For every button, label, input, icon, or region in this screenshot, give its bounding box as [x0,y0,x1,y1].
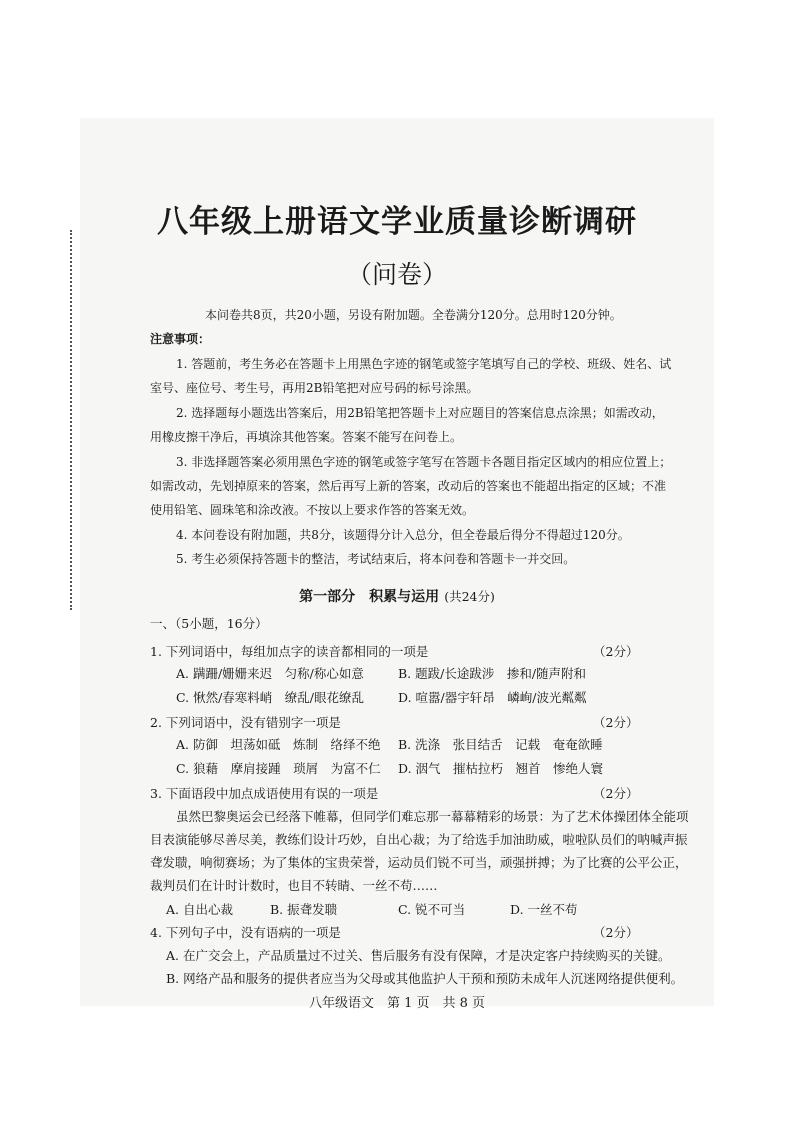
q3-stem: 3. 下面语段中加点成语使用有误的一项是 [150,786,379,801]
q1-option-d: D. 喧嚣/器宇轩昂 嶙峋/波光粼粼 [398,690,587,705]
q3-option-b: B. 振聋发聩 [270,902,338,917]
q1-option-a: A. 蹒跚/姗姗来迟 匀称/称心如意 [176,666,364,681]
q2-points: （2分） [593,715,639,730]
section-one-heading: 一、（5小题，16分） [150,616,268,631]
notice-line: 如需改动，先划掉原来的答案，然后再写上新的答案，改动后的答案也不能超出指定的区域；不准 [150,479,667,493]
q3-passage-line: 虽然巴黎奥运会已经落下帷幕，但同学们难忘那一幕幕精彩的场景：为了艺术体操团体全能项 [176,809,689,824]
q2-stem: 2. 下列词语中，没有错别字一项是 [150,715,341,730]
q2-option-b: B. 洗涤 张目结舌 记载 奄奄欲睡 [398,737,603,752]
notice-line: 用橡皮擦干净后，再填涂其他答案。答案不能写在问卷上。 [150,430,463,444]
q3-passage-line: 聋发聩，响彻赛场；为了集体的宝贵荣誉，运动员们锐不可当，顽强拼搏；为了比赛的公平公正， [150,855,688,870]
page-footer: 八年级语文 第 1 页 共 8 页 [308,996,486,1011]
notice-line: 4. 本问卷设有附加题，共8分，该题得分计入总分，但全卷最后得分不得超过120分。 [176,528,630,542]
notice-line: 2. 选择题每小题选出答案后，用2B铅笔把答题卡上对应题目的答案信息点涂黑；如需改动， [176,406,664,420]
q2-option-c: C. 狼藉 摩肩接踵 琐屑 为富不仁 [176,761,381,776]
q3-option-a: A. 自出心裁 [166,902,233,917]
q2-option-a: A. 防御 坦荡如砥 炼制 络绎不绝 [176,737,381,752]
q4-option-a: A. 在广交会上，产品质量过不过关、售后服务有没有保障，才是决定客户持续购买的关键。 [166,948,671,963]
q4-stem: 4. 下列句子中，没有语病的一项是 [150,925,341,940]
q3-option-d: D. 一丝不苟 [510,902,578,917]
notice-line: 1. 答题前，考生务必在答题卡上用黑色字迹的钢笔或签字笔填写自己的学校、班级、姓名、试 [176,357,672,371]
q4-points: （2分） [593,925,639,940]
q3-passage-line: 目表演能够尽善尽美，教练们设计巧妙，自出心裁；为了给选手加油助威，啦啦队员们的呐喊声振 [150,832,688,847]
q4-option-b: B. 网络产品和服务的提供者应当为父母或其他监护人干预和预防未成年人沉迷网络提供便利。 [166,971,684,986]
q3-option-c: C. 锐不可当 [398,902,466,917]
q3-points: （2分） [593,786,639,801]
part-title: 第一部分 积累与运用 [299,589,440,605]
notice-line: 3. 非选择题答案必须用黑色字迹的钢笔或签字笔写在答题卡各题目指定区域内的相应位置上； [176,455,672,469]
part-points: (共24分) [444,589,495,604]
q1-stem: 1. 下列词语中，每组加点字的读音都相同的一项是 [150,644,429,659]
notice-heading: 注意事项： [150,332,211,346]
notice-line: 使用铅笔、圆珠笔和涂改液。不按以上要求作答的答案无效。 [150,503,475,517]
part-heading [0,586,794,606]
notice-line: 5. 考生必须保持答题卡的整洁，考试结束后，将本问卷和答题卡一并交回。 [176,552,576,566]
q3-passage-line: 裁判员们在计时计数时，也目不转睛、一丝不苟…… [150,878,438,893]
q2-option-d: D. 洇气 摧枯拉朽 翘首 惨绝人寰 [398,761,604,776]
q1-option-c: C. 愀然/春寒料峭 缭乱/眼花缭乱 [176,690,364,705]
q1-points: （2分） [593,644,639,659]
exam-subtitle: （问卷） [346,260,447,289]
q1-option-b: B. 题跋/长途跋涉 掺和/随声附和 [398,666,587,681]
notice-line: 室号、座位号、考生号，再用2B铅笔把对应号码的标号涂黑。 [150,381,479,395]
intro-text: 本问卷共8页，共20小题，另设有附加题。全卷满分120分。总用时120分钟。 [205,308,622,322]
exam-title: 八年级上册语文学业质量诊断调研 [157,204,637,240]
